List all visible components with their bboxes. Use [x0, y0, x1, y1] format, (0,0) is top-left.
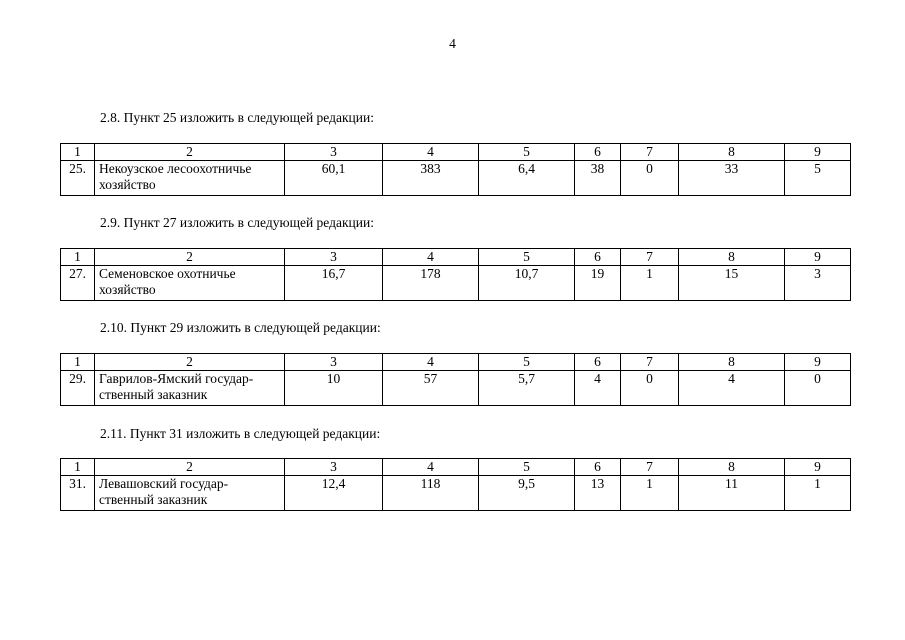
column-number-row [61, 354, 851, 371]
territory-name-line: Семеновское охотничье [99, 266, 236, 281]
territory-name-line: ственный заказник [99, 492, 208, 507]
column-number-cell: 5 [479, 354, 575, 371]
amendment-table [60, 353, 851, 406]
amendment-table [60, 143, 851, 196]
value-cell: 383 [383, 161, 479, 196]
page-number: 4 [449, 36, 456, 51]
item-number-cell: 27. [61, 266, 95, 301]
table-row [61, 371, 851, 406]
value-cell: 0 [785, 371, 851, 406]
column-number-cell: 2 [95, 459, 285, 476]
column-number-cell: 6 [575, 354, 621, 371]
column-number-cell: 8 [679, 354, 785, 371]
value-cell: 0 [621, 371, 679, 406]
item-number-cell: 31. [61, 476, 95, 511]
territory-name-line: ственный заказник [99, 387, 208, 402]
column-number-cell: 6 [575, 144, 621, 161]
column-number-row [61, 249, 851, 266]
column-number-cell: 7 [621, 459, 679, 476]
territory-name-line: хозяйство [99, 177, 156, 192]
column-number-cell: 4 [383, 459, 479, 476]
value-cell: 12,4 [285, 476, 383, 511]
value-cell: 5,7 [479, 371, 575, 406]
column-number-cell: 5 [479, 144, 575, 161]
column-number-cell: 3 [285, 354, 383, 371]
column-number-row [61, 144, 851, 161]
column-number-cell: 2 [95, 249, 285, 266]
column-number-cell: 8 [679, 249, 785, 266]
column-number-cell: 7 [621, 354, 679, 371]
table-row [61, 161, 851, 196]
column-number-cell: 6 [575, 249, 621, 266]
territory-name-cell [95, 161, 285, 196]
value-cell: 9,5 [479, 476, 575, 511]
column-number-cell: 1 [61, 249, 95, 266]
column-number-cell: 7 [621, 249, 679, 266]
column-number-cell: 4 [383, 249, 479, 266]
section-heading: 2.8. Пункт 25 изложить в следующей редакции: [100, 110, 374, 125]
column-number-cell: 1 [61, 459, 95, 476]
value-cell: 5 [785, 161, 851, 196]
value-cell: 13 [575, 476, 621, 511]
value-cell: 118 [383, 476, 479, 511]
value-cell: 11 [679, 476, 785, 511]
column-number-cell: 5 [479, 459, 575, 476]
column-number-cell: 3 [285, 459, 383, 476]
value-cell: 6,4 [479, 161, 575, 196]
column-number-cell: 8 [679, 144, 785, 161]
value-cell: 57 [383, 371, 479, 406]
value-cell: 38 [575, 161, 621, 196]
value-cell: 3 [785, 266, 851, 301]
territory-name-cell [95, 266, 285, 301]
section-heading: 2.11. Пункт 31 изложить в следующей редакции: [100, 426, 381, 441]
column-number-cell: 8 [679, 459, 785, 476]
column-number-row [61, 459, 851, 476]
territory-name-line: Некоузское лесоохотничье [99, 161, 252, 176]
column-number-cell: 4 [383, 354, 479, 371]
value-cell: 16,7 [285, 266, 383, 301]
column-number-cell: 9 [785, 249, 851, 266]
territory-name-line: Гаврилов-Ямский государ- [99, 371, 254, 386]
column-number-cell: 2 [95, 144, 285, 161]
column-number-cell: 9 [785, 354, 851, 371]
column-number-cell: 2 [95, 354, 285, 371]
value-cell: 10 [285, 371, 383, 406]
item-number-cell: 25. [61, 161, 95, 196]
amendment-table [60, 248, 851, 301]
column-number-cell: 4 [383, 144, 479, 161]
territory-name-line: Левашовский государ- [99, 476, 229, 491]
value-cell: 10,7 [479, 266, 575, 301]
territory-name-cell [95, 476, 285, 511]
value-cell: 178 [383, 266, 479, 301]
value-cell: 0 [621, 161, 679, 196]
column-number-cell: 5 [479, 249, 575, 266]
value-cell: 4 [679, 371, 785, 406]
value-cell: 1 [785, 476, 851, 511]
column-number-cell: 9 [785, 459, 851, 476]
value-cell: 1 [621, 266, 679, 301]
column-number-cell: 1 [61, 144, 95, 161]
column-number-cell: 3 [285, 144, 383, 161]
value-cell: 1 [621, 476, 679, 511]
column-number-cell: 3 [285, 249, 383, 266]
territory-name-line: хозяйство [99, 282, 156, 297]
value-cell: 33 [679, 161, 785, 196]
column-number-cell: 9 [785, 144, 851, 161]
section-heading: 2.9. Пункт 27 изложить в следующей редакции: [100, 215, 374, 230]
section-heading: 2.10. Пункт 29 изложить в следующей редакции: [100, 320, 381, 335]
value-cell: 19 [575, 266, 621, 301]
column-number-cell: 1 [61, 354, 95, 371]
value-cell: 4 [575, 371, 621, 406]
item-number-cell: 29. [61, 371, 95, 406]
column-number-cell: 7 [621, 144, 679, 161]
table-row [61, 476, 851, 511]
value-cell: 15 [679, 266, 785, 301]
column-number-cell: 6 [575, 459, 621, 476]
amendment-table [60, 458, 851, 511]
territory-name-cell [95, 371, 285, 406]
value-cell: 60,1 [285, 161, 383, 196]
table-row [61, 266, 851, 301]
